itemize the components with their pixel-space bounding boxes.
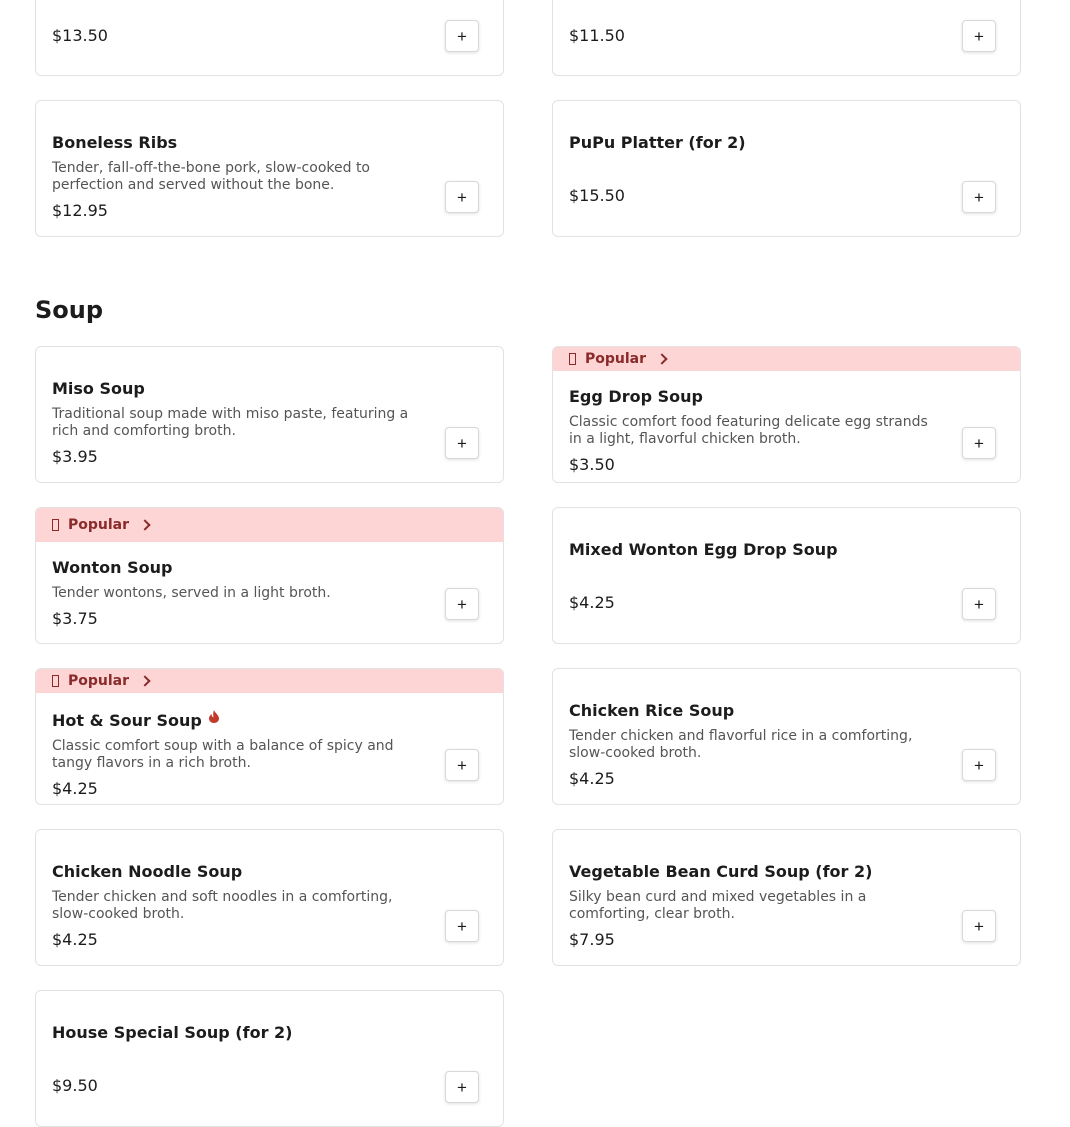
plus-icon: + [457, 187, 467, 207]
item-name: Wonton Soup [52, 558, 173, 577]
item-price: $15.50 [569, 186, 625, 205]
item-price: $3.95 [52, 447, 98, 466]
add-item-button[interactable] [445, 20, 479, 52]
menu-item-card[interactable] [552, 668, 1021, 805]
plus-icon: + [457, 916, 467, 936]
item-name: House Special Soup (for 2) [52, 1023, 293, 1042]
add-item-button[interactable] [962, 181, 996, 213]
plus-icon: + [974, 26, 984, 46]
menu-item-card[interactable] [552, 829, 1021, 966]
menu-item-card[interactable] [35, 990, 504, 1127]
plus-icon: + [974, 187, 984, 207]
add-item-button[interactable] [445, 1071, 479, 1103]
plus-icon: + [974, 755, 984, 775]
item-price: $9.50 [52, 1076, 98, 1095]
plus-icon: + [457, 26, 467, 46]
item-name: PuPu Platter (for 2) [569, 133, 746, 152]
plus-icon: + [457, 755, 467, 775]
menu-item-card[interactable] [552, 346, 1021, 483]
add-item-button[interactable] [445, 910, 479, 942]
item-description: Tender wontons, served in a light broth. [52, 585, 331, 601]
add-item-button[interactable] [962, 910, 996, 942]
section-title-soup: Soup [35, 296, 104, 324]
item-price: $3.50 [569, 455, 615, 474]
item-name: Miso Soup [52, 379, 145, 398]
item-name: Mixed Wonton Egg Drop Soup [569, 540, 838, 559]
item-price: $3.75 [52, 609, 98, 628]
item-name: Chicken Rice Soup [569, 701, 735, 720]
item-description: Silky bean curd and mixed vegetables in a comforting, clear broth. [569, 889, 867, 922]
item-description: Tender, fall-off-the-bone pork, slow-cooked to perfection and served without the bone. [52, 160, 371, 193]
menu-item-card[interactable] [35, 829, 504, 966]
menu-item-card[interactable] [552, 100, 1021, 237]
flame-icon [208, 710, 220, 723]
item-price: $4.25 [52, 779, 98, 798]
item-price: $4.25 [569, 769, 615, 788]
popular-label: Popular [68, 517, 130, 533]
item-price: $4.25 [52, 930, 98, 949]
item-price: $7.95 [569, 930, 615, 949]
item-price: $12.95 [52, 201, 108, 220]
add-item-button[interactable] [962, 588, 996, 620]
add-item-button[interactable] [445, 749, 479, 781]
plus-icon: + [974, 594, 984, 614]
item-description: Classic comfort food featuring delicate egg strands in a light, flavorful chicken broth. [569, 414, 928, 447]
item-description: Tender chicken and flavorful rice in a comforting, slow-cooked broth. [569, 728, 913, 761]
item-name [52, 710, 220, 730]
menu-item-card[interactable] [552, 0, 1021, 76]
popular-label: Popular [68, 673, 130, 689]
item-name: Egg Drop Soup [569, 387, 703, 406]
plus-icon: + [457, 433, 467, 453]
add-item-button[interactable] [445, 588, 479, 620]
plus-icon: + [457, 594, 467, 614]
menu-item-card[interactable] [552, 507, 1021, 644]
add-item-button[interactable] [962, 20, 996, 52]
add-item-button[interactable] [445, 181, 479, 213]
plus-icon: + [457, 1077, 467, 1097]
item-price: $11.50 [569, 26, 625, 45]
menu-item-card[interactable] [35, 346, 504, 483]
menu-item-card[interactable] [35, 100, 504, 237]
add-item-button[interactable] [962, 427, 996, 459]
menu-item-card[interactable] [35, 507, 504, 644]
item-name: Vegetable Bean Curd Soup (for 2) [569, 862, 873, 881]
item-description: Traditional soup made with miso paste, featuring a rich and comforting broth. [52, 406, 409, 439]
item-price: $4.25 [569, 593, 615, 612]
item-description: Tender chicken and soft noodles in a comforting, slow-cooked broth. [52, 889, 393, 922]
add-item-button[interactable] [445, 427, 479, 459]
menu-item-card[interactable] [35, 668, 504, 805]
menu-item-card[interactable] [35, 0, 504, 76]
item-name: Chicken Noodle Soup [52, 862, 243, 881]
plus-icon: + [974, 916, 984, 936]
popular-label: Popular [585, 351, 647, 367]
item-description: Classic comfort soup with a balance of spicy and tangy flavors in a rich broth. [52, 738, 394, 771]
add-item-button[interactable] [962, 749, 996, 781]
plus-icon: + [974, 433, 984, 453]
item-name: Boneless Ribs [52, 133, 178, 152]
item-name-text: Hot & Sour Soup [52, 711, 202, 730]
item-price: $13.50 [52, 26, 108, 45]
